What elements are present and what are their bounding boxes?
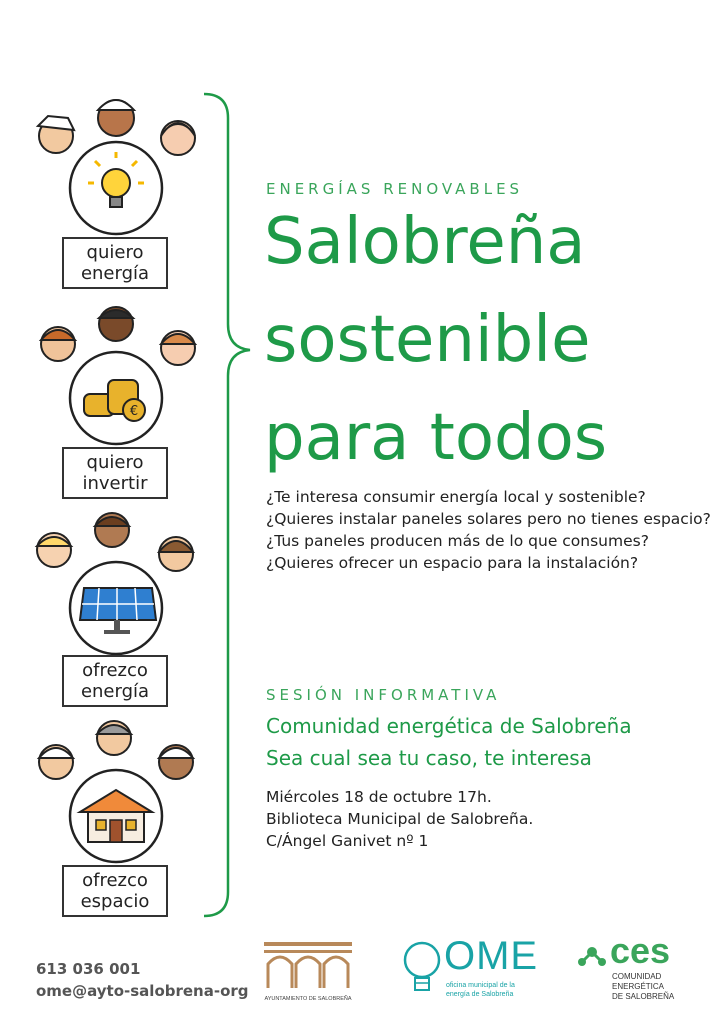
- person-icon: [161, 331, 195, 365]
- title-line-1: Salobreña: [264, 205, 586, 279]
- ome-caption-1: oficina municipal de la: [446, 982, 515, 989]
- person-icon: [37, 533, 71, 567]
- ces-mark: ces: [610, 930, 671, 971]
- person-icon: [159, 537, 193, 571]
- ome-caption-2: energía de Salobreña: [446, 991, 514, 998]
- question-1: ¿Te interesa consumir energía local y sostenible?: [266, 488, 646, 506]
- contact-phone: 613 036 001: [36, 960, 141, 978]
- session-place: Biblioteca Municipal de Salobreña.: [266, 810, 534, 828]
- side-label-quiero-energia: quiero energía: [62, 237, 168, 289]
- person-icon: [99, 307, 133, 341]
- ces-caption-2: ENERGÉTICA: [612, 982, 665, 991]
- invest-coins-illustration: [28, 298, 208, 448]
- person-icon: [97, 721, 131, 755]
- person-icon: [41, 327, 75, 361]
- house-illustration: [28, 716, 208, 866]
- ayuntamiento-caption: AYUNTAMIENTO DE SALOBREÑA: [264, 996, 352, 1002]
- person-icon: [98, 100, 134, 136]
- side-label-quiero-invertir: quiero invertir: [62, 447, 168, 499]
- ayuntamiento-logo: [262, 940, 354, 1002]
- title-line-2: sostenible: [264, 303, 591, 377]
- session-line-1: Comunidad energética de Salobreña: [266, 714, 632, 738]
- person-icon: [161, 121, 195, 155]
- ces-logo: [576, 930, 696, 1006]
- header-eyebrow: ENERGÍAS RENOVABLES: [266, 180, 524, 198]
- person-icon: [95, 513, 129, 547]
- side-label-ofrezco-energia: ofrezco energía: [62, 655, 168, 707]
- ces-caption-3: DE SALOBREÑA: [612, 992, 675, 1001]
- curly-brace: [200, 92, 260, 918]
- person-icon: [159, 745, 193, 779]
- session-address: C/Ángel Ganivet nº 1: [266, 832, 429, 850]
- energy-bulb-illustration: [28, 88, 208, 238]
- ome-logo: [402, 934, 539, 1006]
- title-line-3: para todos: [264, 401, 608, 475]
- ome-mark: OME: [444, 934, 539, 978]
- person-icon: [39, 745, 73, 779]
- session-date: Miércoles 18 de octubre 17h.: [266, 788, 492, 806]
- ces-caption-1: COMUNIDAD: [612, 972, 662, 981]
- side-label-ofrezco-espacio: ofrezco espacio: [62, 865, 168, 917]
- network-icon: [576, 940, 608, 972]
- contact-email[interactable]: ome@ayto-salobrena-org: [36, 982, 249, 1000]
- svg-text:€: €: [129, 404, 139, 419]
- solar-panel-illustration: [28, 508, 208, 658]
- bulb-outline-icon: [402, 938, 442, 1000]
- question-2: ¿Quieres instalar paneles solares pero no tienes espacio?: [266, 510, 711, 528]
- question-3: ¿Tus paneles producen más de lo que consumes?: [266, 532, 649, 550]
- person-icon: [38, 116, 74, 153]
- session-eyebrow: SESIÓN INFORMATIVA: [266, 686, 501, 704]
- question-4: ¿Quieres ofrecer un espacio para la instalación?: [266, 554, 639, 572]
- arches-icon: [262, 940, 354, 990]
- session-line-2: Sea cual sea tu caso, te interesa: [266, 746, 592, 770]
